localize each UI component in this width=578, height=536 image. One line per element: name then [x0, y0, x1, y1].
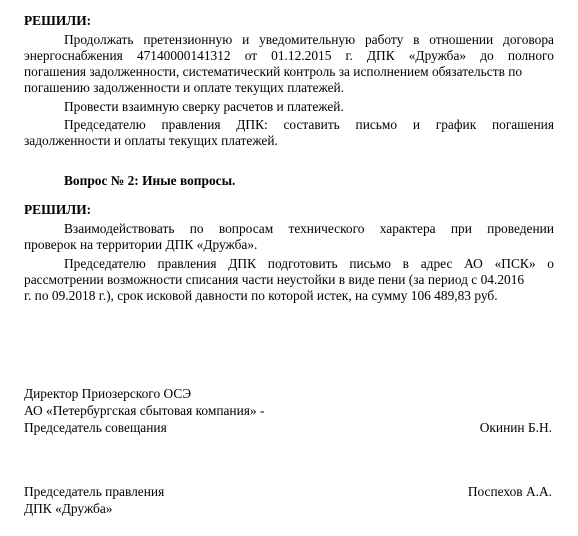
signature-title-line: АО «Петербургская сбытовая компания» - — [24, 403, 265, 418]
signature-name: Окинин Б.Н. — [479, 420, 552, 435]
word: ДПК — [366, 48, 395, 63]
word: проведении — [487, 221, 554, 236]
paragraph-line — [64, 117, 554, 133]
signature-name: Поспехов А.А. — [467, 484, 552, 499]
word: г. — [345, 48, 353, 63]
paragraph-line: задолженности и оплаты текущих платежей. — [24, 133, 278, 148]
paragraph-line — [64, 221, 554, 237]
decision-heading-1: РЕШИЛИ: — [24, 13, 92, 28]
word: при — [450, 221, 472, 236]
word: 01.12.2015 — [271, 48, 332, 63]
word: договора — [503, 32, 554, 47]
word: и — [412, 117, 420, 132]
word: АО — [464, 256, 483, 271]
signature-title-line: ДПК «Дружба» — [24, 501, 113, 516]
word: в — [413, 32, 420, 47]
word: ДПК — [228, 256, 257, 271]
word: Председателю — [64, 256, 146, 271]
word: характера — [379, 221, 436, 236]
word: «ПСК» — [494, 256, 536, 271]
paragraph-line — [64, 32, 554, 48]
word: «Дружба» — [408, 48, 467, 63]
word: о — [547, 256, 554, 271]
word: по — [189, 221, 204, 236]
paragraph-line: проверок на территории ДПК «Дружба». — [24, 237, 258, 252]
word: в — [402, 256, 409, 271]
signature-title-line: Председатель правления — [24, 484, 165, 499]
word: вопросам — [218, 221, 274, 236]
paragraph-line: г. по 09.2018 г.), срок исковой давности по которой истек, на сумму 106 489,83 руб. — [24, 288, 498, 303]
word: энергоснабжения — [24, 48, 123, 63]
word: подготовить — [267, 256, 338, 271]
decision-heading-2: РЕШИЛИ: — [24, 202, 92, 217]
paragraph-line: погашения задолженности, систематический контроль за исполнением обязательств по — [24, 64, 523, 79]
signature-title-line: Директор Приозерского ОСЭ — [24, 386, 192, 401]
paragraph-line: Провести взаимную сверку расчетов и платежей. — [64, 99, 344, 114]
word: и — [242, 32, 250, 47]
word: ДПК: — [236, 117, 268, 132]
word: Продолжать — [64, 32, 134, 47]
word: правления — [161, 117, 221, 132]
word: адрес — [420, 256, 453, 271]
word: претензионную — [143, 32, 233, 47]
word: 47140000141312 — [136, 48, 231, 63]
word: погашения — [491, 117, 554, 132]
word: от — [244, 48, 258, 63]
word: составить — [283, 117, 340, 132]
word: отношении — [429, 32, 494, 47]
question-title: Вопрос № 2: Иные вопросы. — [64, 173, 236, 188]
paragraph-line: погашению задолженности и оплате текущих платежей. — [24, 80, 345, 95]
word: уведомительную — [259, 32, 356, 47]
paragraph-line: рассмотрении возможности списания части неустойки в виде пени (за период с 04.2016 — [24, 272, 525, 287]
word: Председателю — [64, 117, 146, 132]
word: работу — [364, 32, 404, 47]
word: до — [480, 48, 494, 63]
word: Взаимодействовать — [64, 221, 175, 236]
signature-title-line: Председатель совещания — [24, 420, 167, 435]
word: письмо — [355, 117, 398, 132]
word: правления — [157, 256, 217, 271]
paragraph-line — [64, 256, 554, 272]
word: письмо — [349, 256, 391, 271]
word: технического — [288, 221, 365, 236]
word: полного — [507, 48, 554, 63]
paragraph-line — [24, 48, 554, 64]
word: график — [435, 117, 477, 132]
